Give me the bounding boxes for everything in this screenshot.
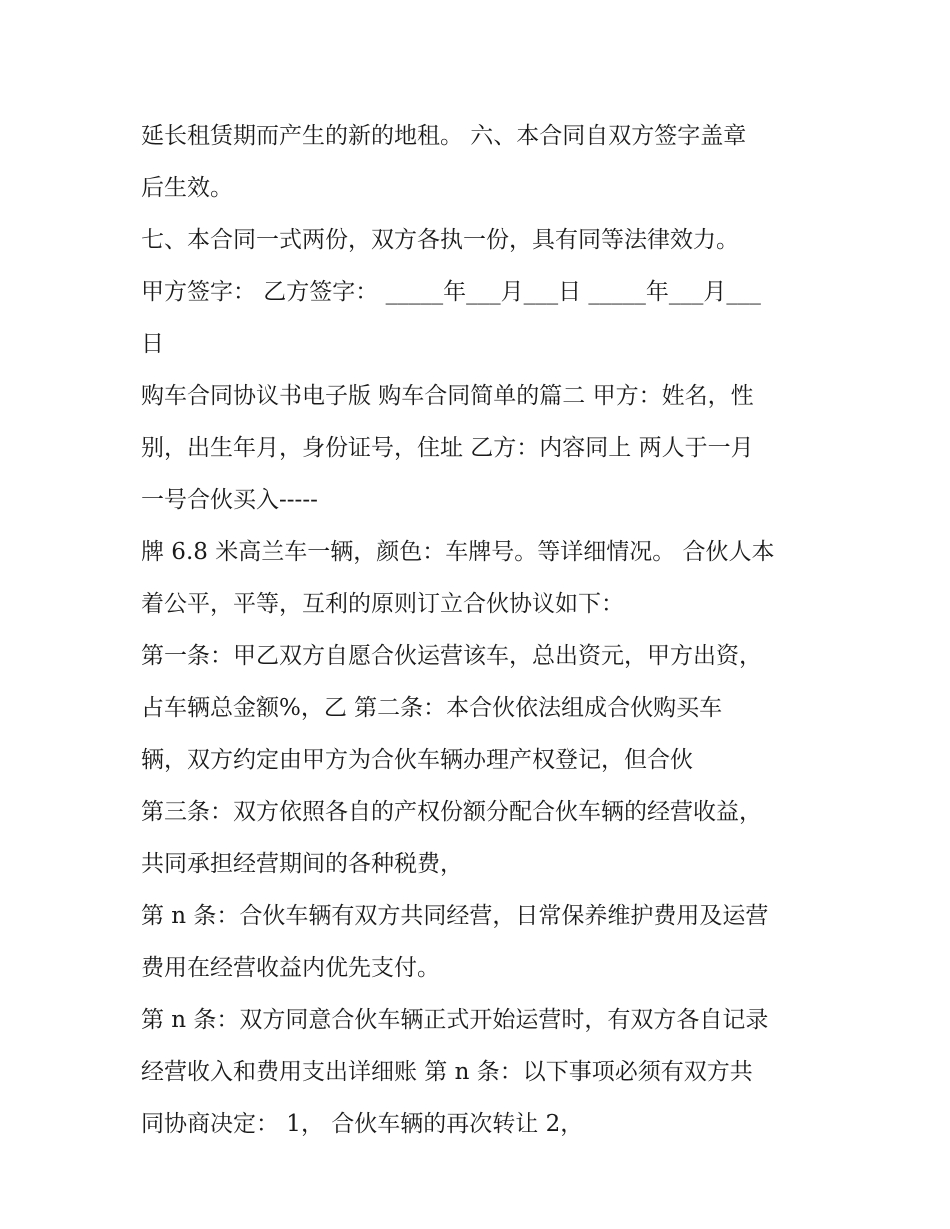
- text-line: 第 n 条：双方同意合伙车辆正式开始运营时，有双方各自记录: [141, 1007, 769, 1033]
- text-line: 着公平，平等，互利的原则订立合伙协议如下：: [141, 591, 624, 617]
- text-line: 日: [141, 331, 164, 357]
- text-line: 共同承担经营期间的各种税费，: [141, 851, 463, 877]
- document-body: [141, 110, 831, 1150]
- text-line: 第三条：双方依照各自的产权份额分配合伙车辆的经营收益，: [141, 799, 762, 825]
- text-line: 一号合伙买入-----: [141, 487, 318, 513]
- text-line: 第一条：甲乙双方自愿合伙运营该车，总出资元，甲方出资，: [141, 643, 762, 669]
- text-line: 别，出生年月，身份证号，住址 乙方：内容同上 两人于一月: [141, 435, 754, 461]
- text-line: 七、本合同一式两份，双方各执一份，具有同等法律效力。: [141, 227, 739, 253]
- text-line: 同协商决定： 1， 合伙车辆的再次转让 2，: [141, 1111, 584, 1137]
- text-line: 经营收入和费用支出详细账 第 n 条：以下事项必须有双方共: [141, 1059, 753, 1085]
- text-line: 牌 6.8 米高兰车一辆，颜色：车牌号。等详细情况。 合伙人本: [141, 539, 775, 565]
- text-line: 第 n 条：合伙车辆有双方共同经营，日常保养维护费用及运营: [141, 903, 769, 929]
- text-line: 甲方签字： 乙方签字： _____年___月___日 _____年___月___: [141, 279, 761, 305]
- text-line: 购车合同协议书电子版 购车合同简单的篇二 甲方：姓名，性: [141, 383, 754, 409]
- text-line: 占车辆总金额%，乙 第二条：本合伙依法组成合伙购买车: [141, 695, 723, 721]
- text-line: 辆，双方约定由甲方为合伙车辆办理产权登记，但合伙: [141, 747, 693, 773]
- text-line: 费用在经营收益内优先支付。: [141, 955, 440, 981]
- text-line: 后生效。: [141, 175, 233, 201]
- text-line: 延长租赁期而产生的新的地租。 六、本合同自双方签字盖章: [141, 123, 747, 149]
